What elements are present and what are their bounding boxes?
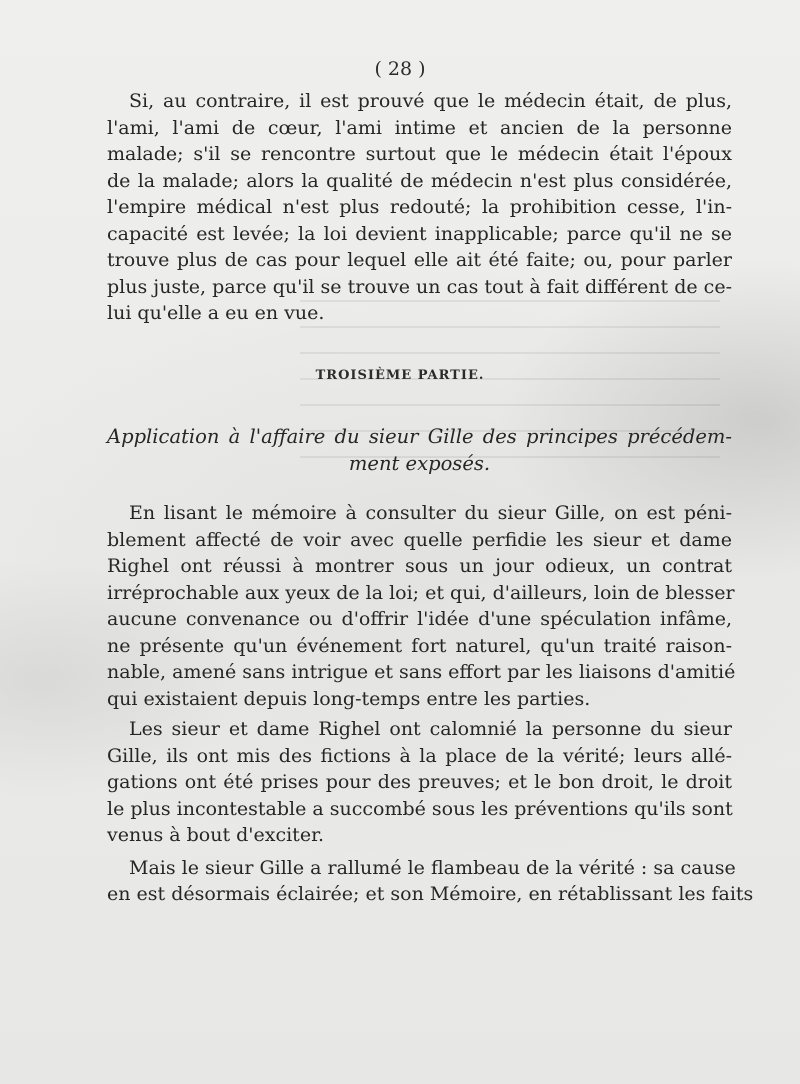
text-line: nable, amené sans intrigue et sans effort par les liaisons d'amitié [107, 661, 736, 683]
text-line: Les sieur et dame Righel ont calomnié la personne du sieur [129, 718, 732, 740]
text-line: qui existaient depuis long-temps entre les parties. [107, 687, 591, 710]
text-line: Righel ont réussi à montrer sous un jour odieux, un contrat [107, 555, 732, 577]
text-line: venus à bout d'exciter. [107, 824, 325, 846]
text-line: irréprochable aux yeux de la loi; et qui, d'ailleurs, loin de blesser [107, 581, 735, 604]
text-line: trouve plus de cas pour lequel elle ait été faite; ou, pour parler [107, 249, 732, 271]
text-line: le plus incontestable a succombé sous les préventions qu'ils sont [107, 797, 733, 820]
text-line: gations ont été prises pour des preuves; et le bon droit, le droit [107, 771, 732, 793]
page-number: ( 28 ) [374, 58, 426, 80]
paragraph-1 [107, 500, 736, 712]
body-paragraphs [107, 500, 754, 908]
text-line: Gille, ils ont mis des fictions à la place de la vérité; leurs allé- [107, 744, 732, 767]
text-line: en est désormais éclairée; et son Mémoire, en rétablissant les faits [107, 883, 754, 905]
subtitle-line: ment exposés. [348, 452, 491, 475]
section-heading: TROISIÈME PARTIE. [315, 368, 485, 383]
text-line: En lisant le mémoire à consulter du sieur Gille, on est péni- [129, 502, 732, 524]
text-line: plus juste, parce qu'il se trouve un cas tout à fait différent de ce- [107, 275, 732, 298]
subtitle-line: Application à l'affaire du sieur Gille des principes précédem- [107, 425, 732, 448]
text-line: lui qu'elle a eu en vue. [107, 302, 325, 324]
text-line: de la malade; alors la qualité de médecin n'est plus considérée, [107, 169, 732, 192]
text-line: malade; s'il se rencontre surtout que le médecin était l'époux [107, 143, 732, 165]
text-line: Mais le sieur Gille a rallumé le flambeau de la vérité : sa cause [129, 856, 736, 879]
text-line: l'ami, l'ami de cœur, l'ami intime et ancien de la personne [107, 116, 732, 139]
text-line: Si, au contraire, il est prouvé que le médecin était, de plus, [129, 90, 732, 112]
paragraph-3 [107, 855, 754, 908]
text-line: blement affecté de voir avec quelle perfidie les sieur et dame [107, 528, 732, 551]
paragraph-2 [107, 716, 732, 849]
text-line: capacité est levée; la loi devient inapplicable; parce qu'il ne se [107, 222, 732, 245]
text-line: aucune convenance ou d'offrir l'idée d'une spéculation infâme, [107, 608, 732, 630]
section-subtitle [107, 423, 732, 477]
paragraph-conclusion [107, 88, 732, 327]
text-line: ne présente qu'un événement fort naturel, qu'un traité raison- [107, 634, 732, 657]
text-line: l'empire médical n'est plus redouté; la prohibition cesse, l'in- [107, 196, 732, 218]
